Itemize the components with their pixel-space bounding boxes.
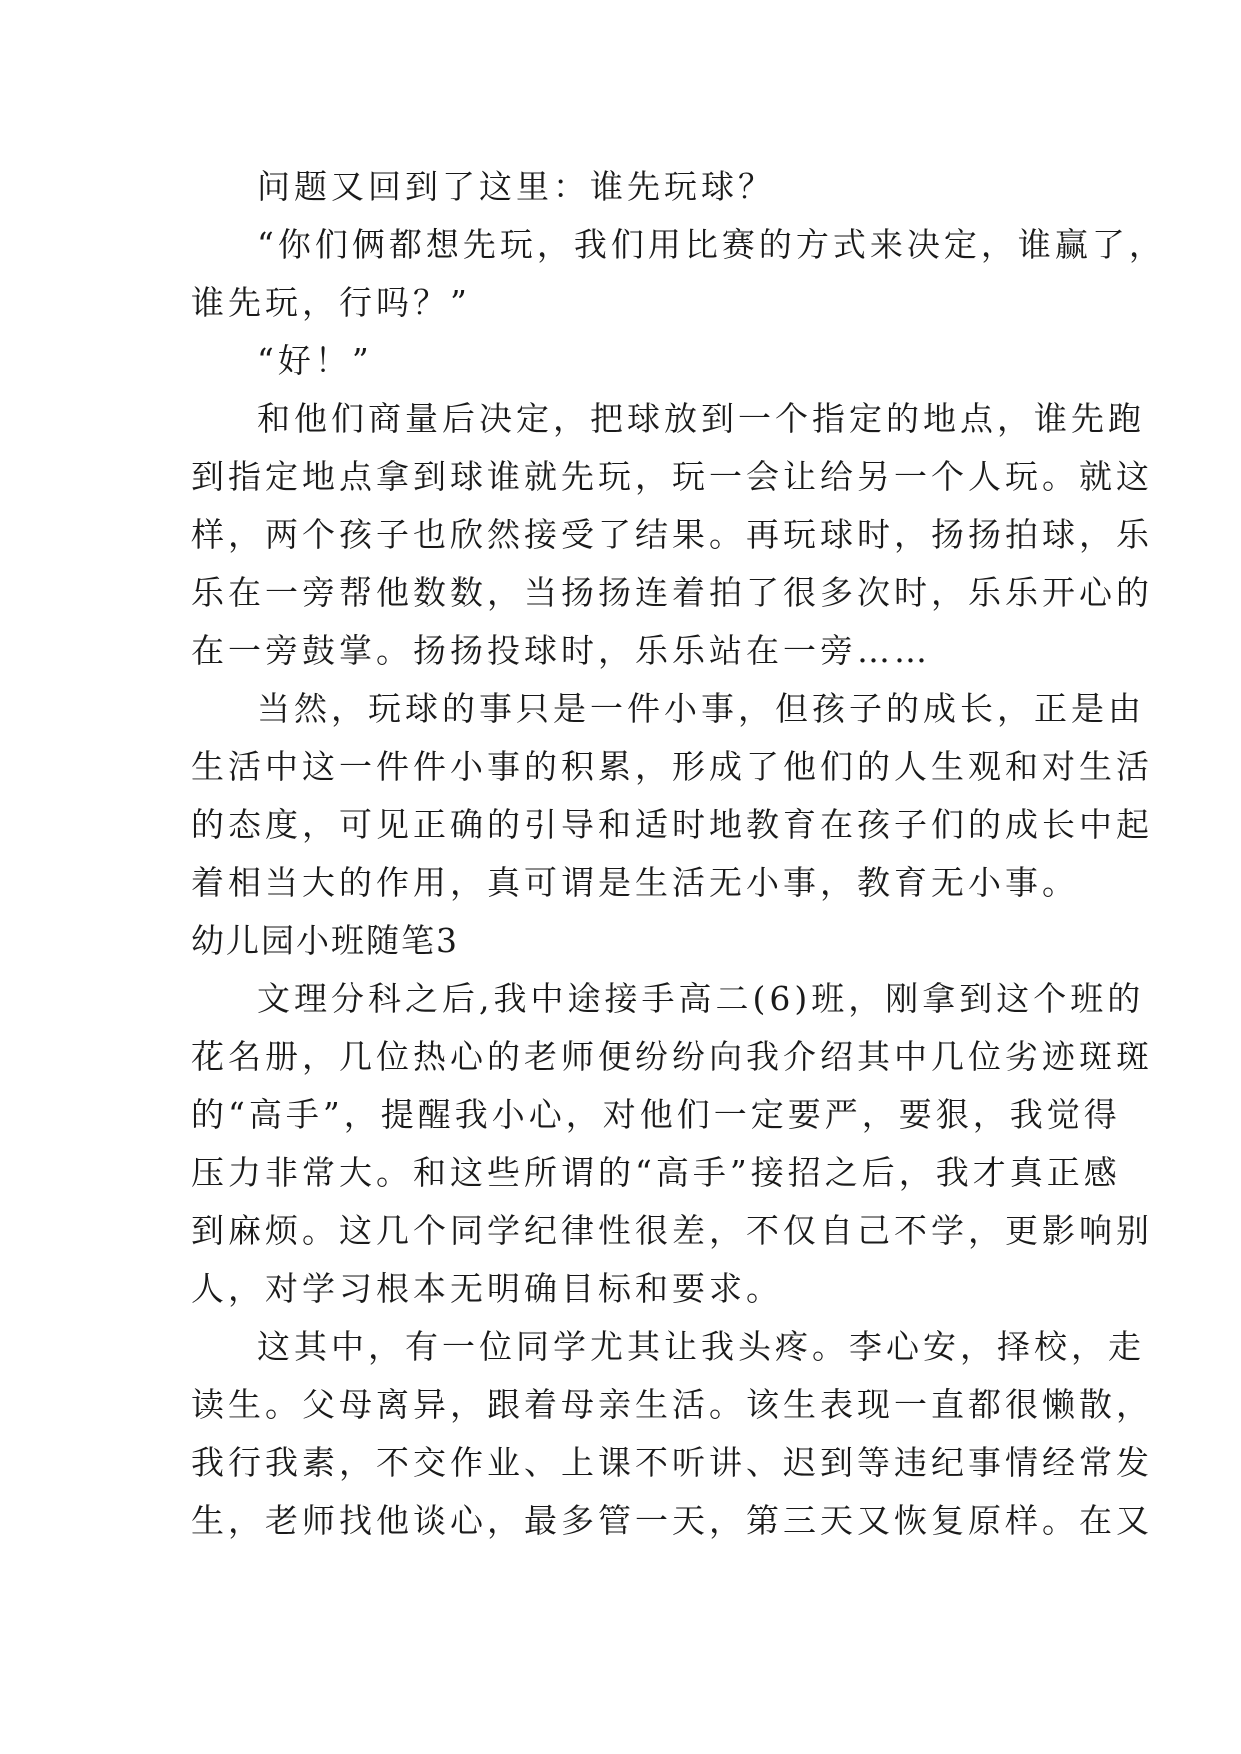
text-line: 我行我素，不交作业、上课不听讲、迟到等违纪事情经常发: [191, 1443, 1153, 1482]
document-body: [191, 158, 1166, 1550]
text-line: “你们俩都想先玩，我们用比赛的方式来决定，谁赢了，: [257, 225, 1166, 264]
text-line: 当然，玩球的事只是一件小事，但孩子的成长，正是由: [257, 689, 1145, 728]
text-line: 花名册，几位热心的老师便纷纷向我介绍其中几位劣迹斑斑: [191, 1037, 1153, 1076]
text-line: 谁先玩，行吗？”: [191, 283, 471, 322]
text-line: 读生。父母离异，跟着母亲生活。该生表现一直都很懒散，: [191, 1385, 1153, 1424]
text-line: 的态度，可见正确的引导和适时地教育在孩子们的成长中起: [191, 805, 1153, 844]
text-line: 样，两个孩子也欣然接受了结果。再玩球时，扬扬拍球，乐: [191, 515, 1153, 554]
text-line: 问题又回到了这里：谁先玩球？: [257, 167, 775, 206]
text-line: 乐在一旁帮他数数，当扬扬连着拍了很多次时，乐乐开心的: [191, 573, 1153, 612]
text-line: 人，对学习根本无明确目标和要求。: [191, 1269, 783, 1308]
text-line: 到指定地点拿到球谁就先玩，玩一会让给另一个人玩。就这: [191, 457, 1153, 496]
section-heading: 幼儿园小班随笔3: [191, 921, 459, 960]
text-line: 文理分科之后,我中途接手高二(6)班，刚拿到这个班的: [257, 979, 1145, 1018]
text-line: 生活中这一件件小事的积累，形成了他们的人生观和对生活: [191, 747, 1153, 786]
text-line: 的“高手”，提醒我小心，对他们一定要严，要狠，我觉得: [191, 1095, 1121, 1134]
text-line: “好！”: [257, 341, 373, 380]
text-line: 这其中，有一位同学尤其让我头疼。李心安，择校，走: [257, 1327, 1145, 1366]
text-line: 到麻烦。这几个同学纪律性很差，不仅自己不学，更影响别: [191, 1211, 1153, 1250]
text-line: 着相当大的作用，真可谓是生活无小事，教育无小事。: [191, 863, 1079, 902]
text-line: 生，老师找他谈心，最多管一天，第三天又恢复原样。在又: [191, 1501, 1153, 1540]
text-line: 在一旁鼓掌。扬扬投球时，乐乐站在一旁……: [191, 631, 931, 670]
text-line: 压力非常大。和这些所谓的“高手”接招之后，我才真正感: [191, 1153, 1121, 1192]
text-line: 和他们商量后决定，把球放到一个指定的地点，谁先跑: [257, 399, 1145, 438]
